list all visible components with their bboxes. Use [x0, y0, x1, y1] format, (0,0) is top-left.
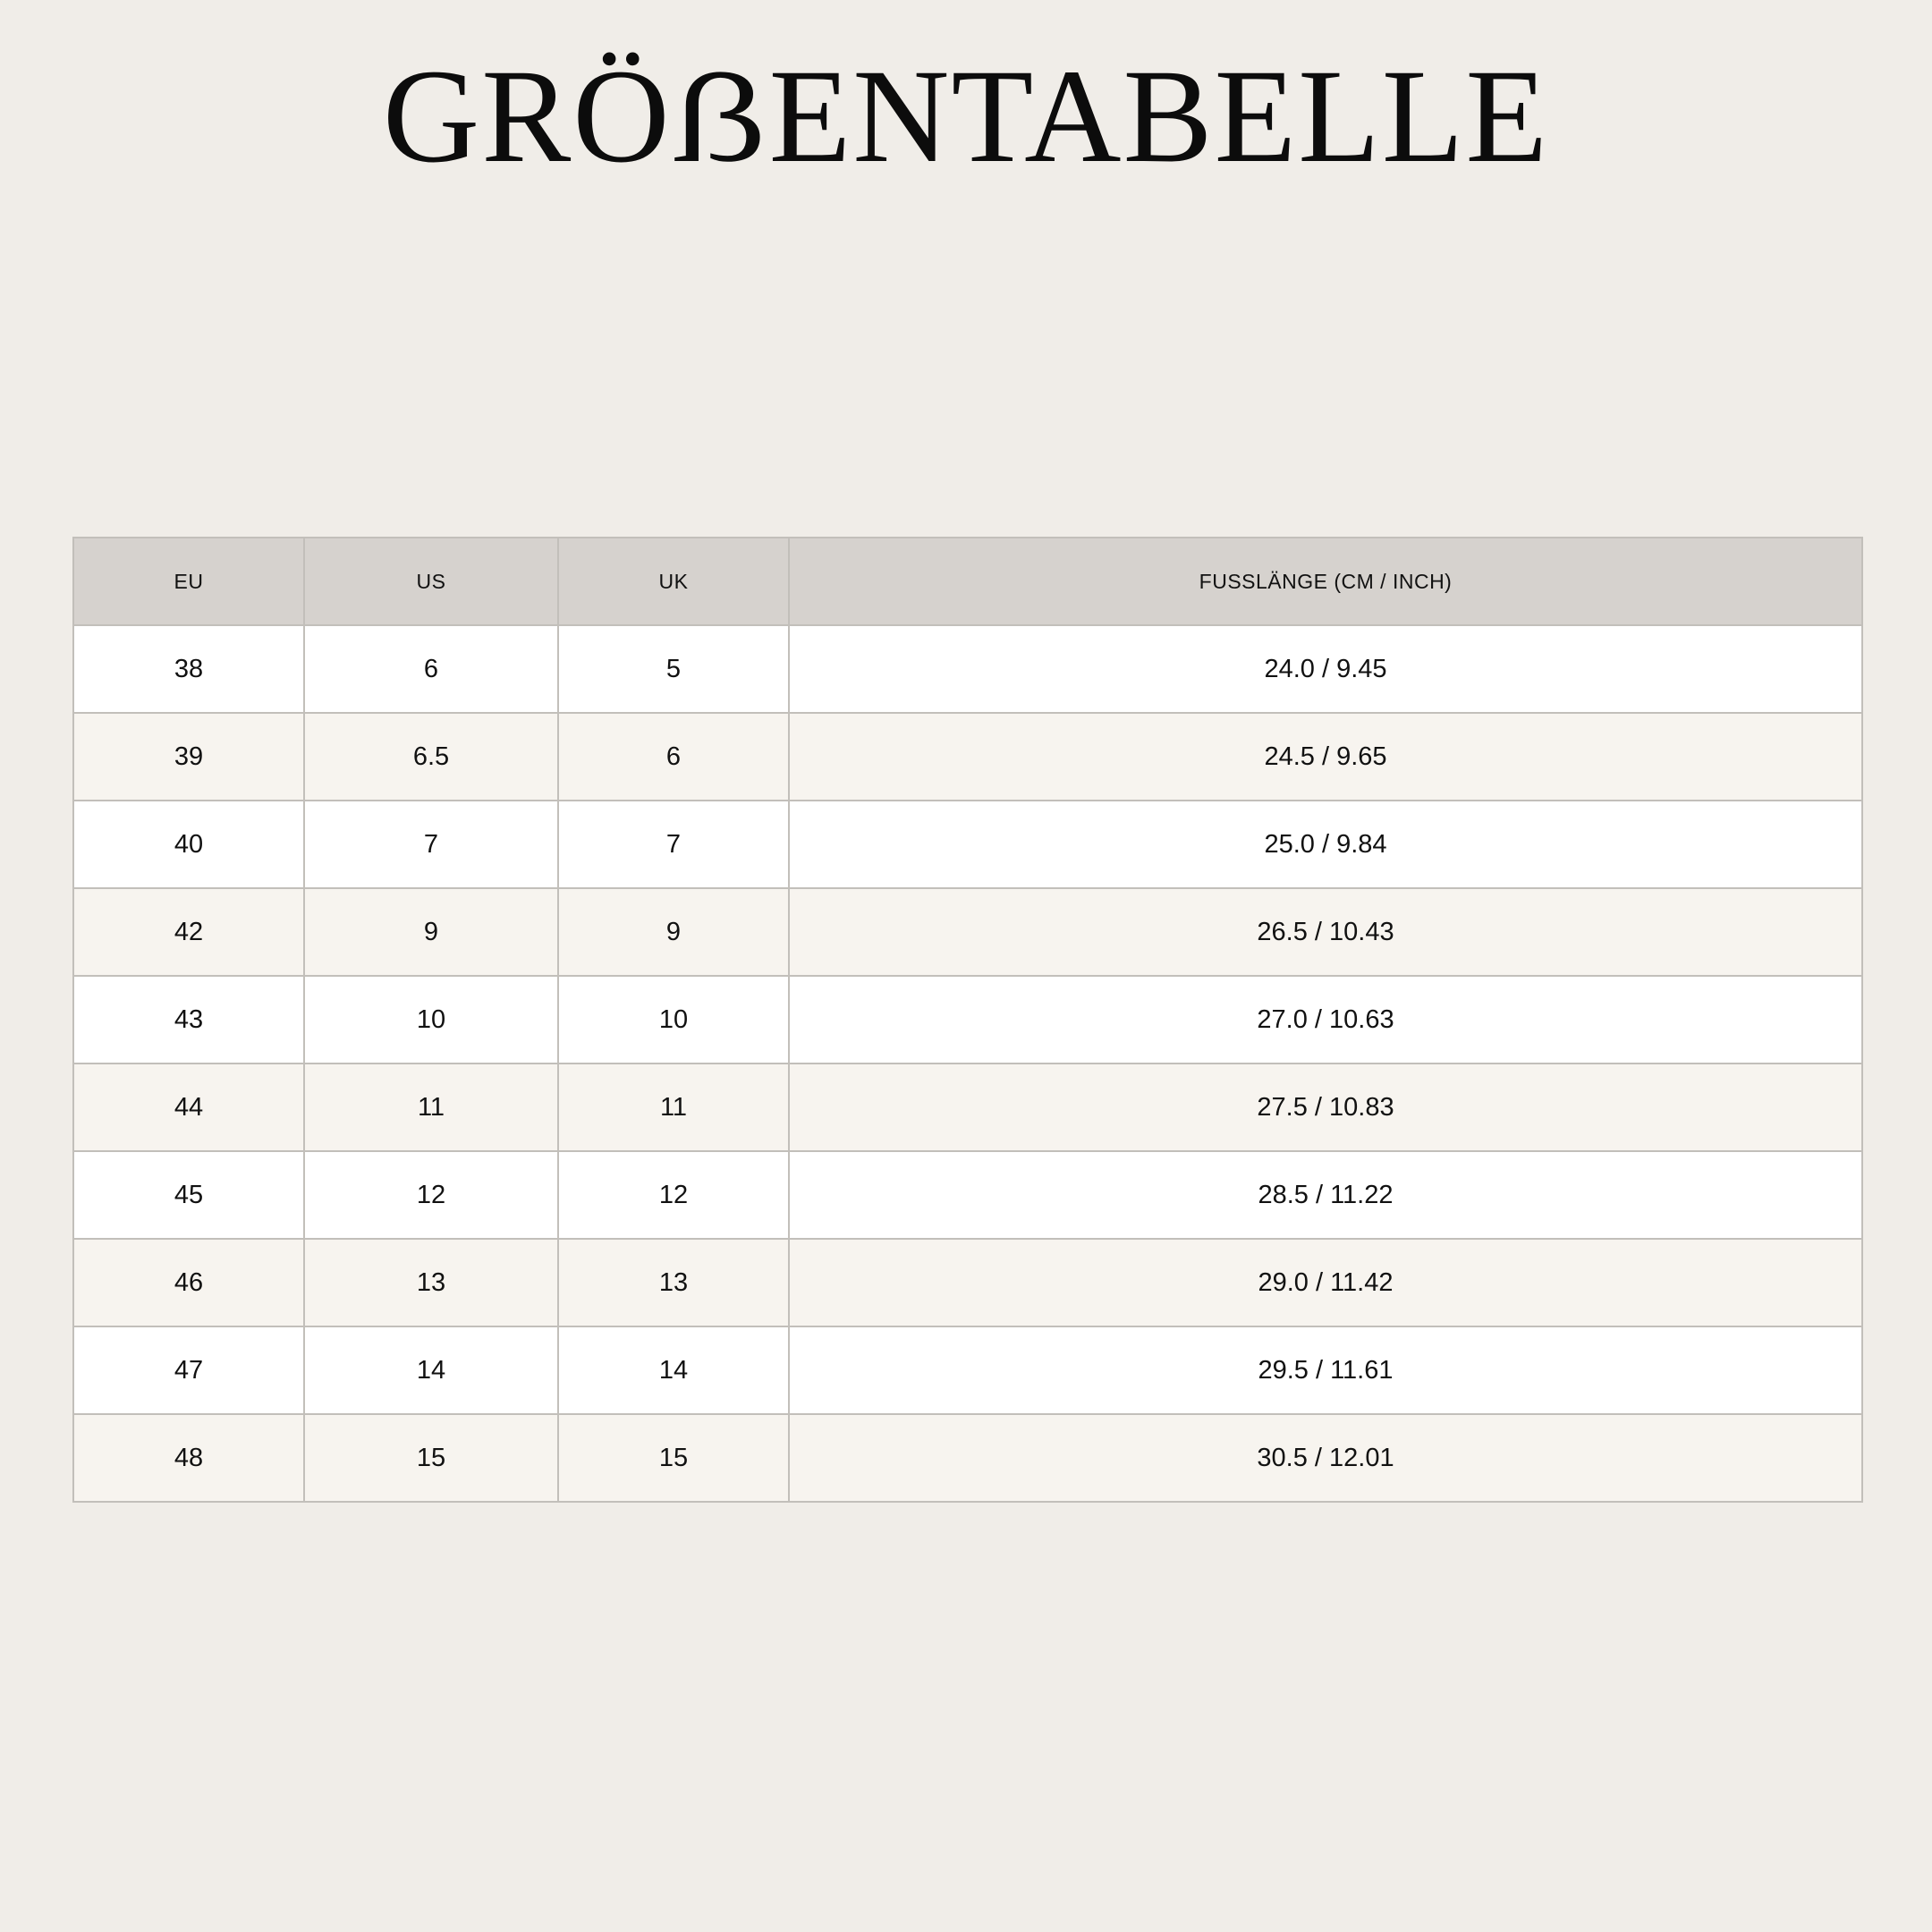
cell-uk: 15 — [558, 1414, 789, 1502]
cell-uk: 7 — [558, 801, 789, 888]
cell-us: 12 — [304, 1151, 558, 1239]
cell-uk: 5 — [558, 625, 789, 713]
cell-us: 6 — [304, 625, 558, 713]
cell-foot-length: 29.0 / 11.42 — [789, 1239, 1862, 1326]
cell-eu: 42 — [73, 888, 304, 976]
table-row — [73, 1151, 1862, 1239]
cell-uk: 6 — [558, 713, 789, 801]
cell-eu: 46 — [73, 1239, 304, 1326]
cell-foot-length: 25.0 / 9.84 — [789, 801, 1862, 888]
cell-eu: 39 — [73, 713, 304, 801]
cell-foot-length: 30.5 / 12.01 — [789, 1414, 1862, 1502]
cell-us: 10 — [304, 976, 558, 1063]
column-header-uk: UK — [558, 538, 789, 625]
cell-eu: 45 — [73, 1151, 304, 1239]
table-row — [73, 976, 1862, 1063]
cell-us: 7 — [304, 801, 558, 888]
table-row — [73, 1414, 1862, 1502]
cell-foot-length: 27.5 / 10.83 — [789, 1063, 1862, 1151]
table-body — [73, 625, 1862, 1502]
cell-foot-length: 24.5 / 9.65 — [789, 713, 1862, 801]
cell-foot-length: 24.0 / 9.45 — [789, 625, 1862, 713]
cell-uk: 13 — [558, 1239, 789, 1326]
cell-foot-length: 27.0 / 10.63 — [789, 976, 1862, 1063]
table-row — [73, 713, 1862, 801]
table-row — [73, 625, 1862, 713]
table-row — [73, 1326, 1862, 1414]
column-header-eu: EU — [73, 538, 304, 625]
cell-us: 6.5 — [304, 713, 558, 801]
cell-eu: 43 — [73, 976, 304, 1063]
cell-eu: 44 — [73, 1063, 304, 1151]
cell-foot-length: 28.5 / 11.22 — [789, 1151, 1862, 1239]
cell-uk: 11 — [558, 1063, 789, 1151]
cell-foot-length: 29.5 / 11.61 — [789, 1326, 1862, 1414]
column-header-us: US — [304, 538, 558, 625]
cell-uk: 14 — [558, 1326, 789, 1414]
cell-us: 13 — [304, 1239, 558, 1326]
size-chart-table — [72, 537, 1863, 1503]
cell-uk: 12 — [558, 1151, 789, 1239]
cell-eu: 38 — [73, 625, 304, 713]
cell-us: 9 — [304, 888, 558, 976]
table-row — [73, 801, 1862, 888]
page-title: GRÖẞENTABELLE — [382, 42, 1550, 191]
table-row — [73, 888, 1862, 976]
cell-eu: 48 — [73, 1414, 304, 1502]
table-header-row — [73, 538, 1862, 625]
cell-us: 14 — [304, 1326, 558, 1414]
column-header-foot-length: FUSSLÄNGE (CM / INCH) — [789, 538, 1862, 625]
table-row — [73, 1239, 1862, 1326]
cell-eu: 47 — [73, 1326, 304, 1414]
cell-us: 15 — [304, 1414, 558, 1502]
cell-uk: 9 — [558, 888, 789, 976]
cell-uk: 10 — [558, 976, 789, 1063]
cell-foot-length: 26.5 / 10.43 — [789, 888, 1862, 976]
cell-us: 11 — [304, 1063, 558, 1151]
cell-eu: 40 — [73, 801, 304, 888]
table-row — [73, 1063, 1862, 1151]
